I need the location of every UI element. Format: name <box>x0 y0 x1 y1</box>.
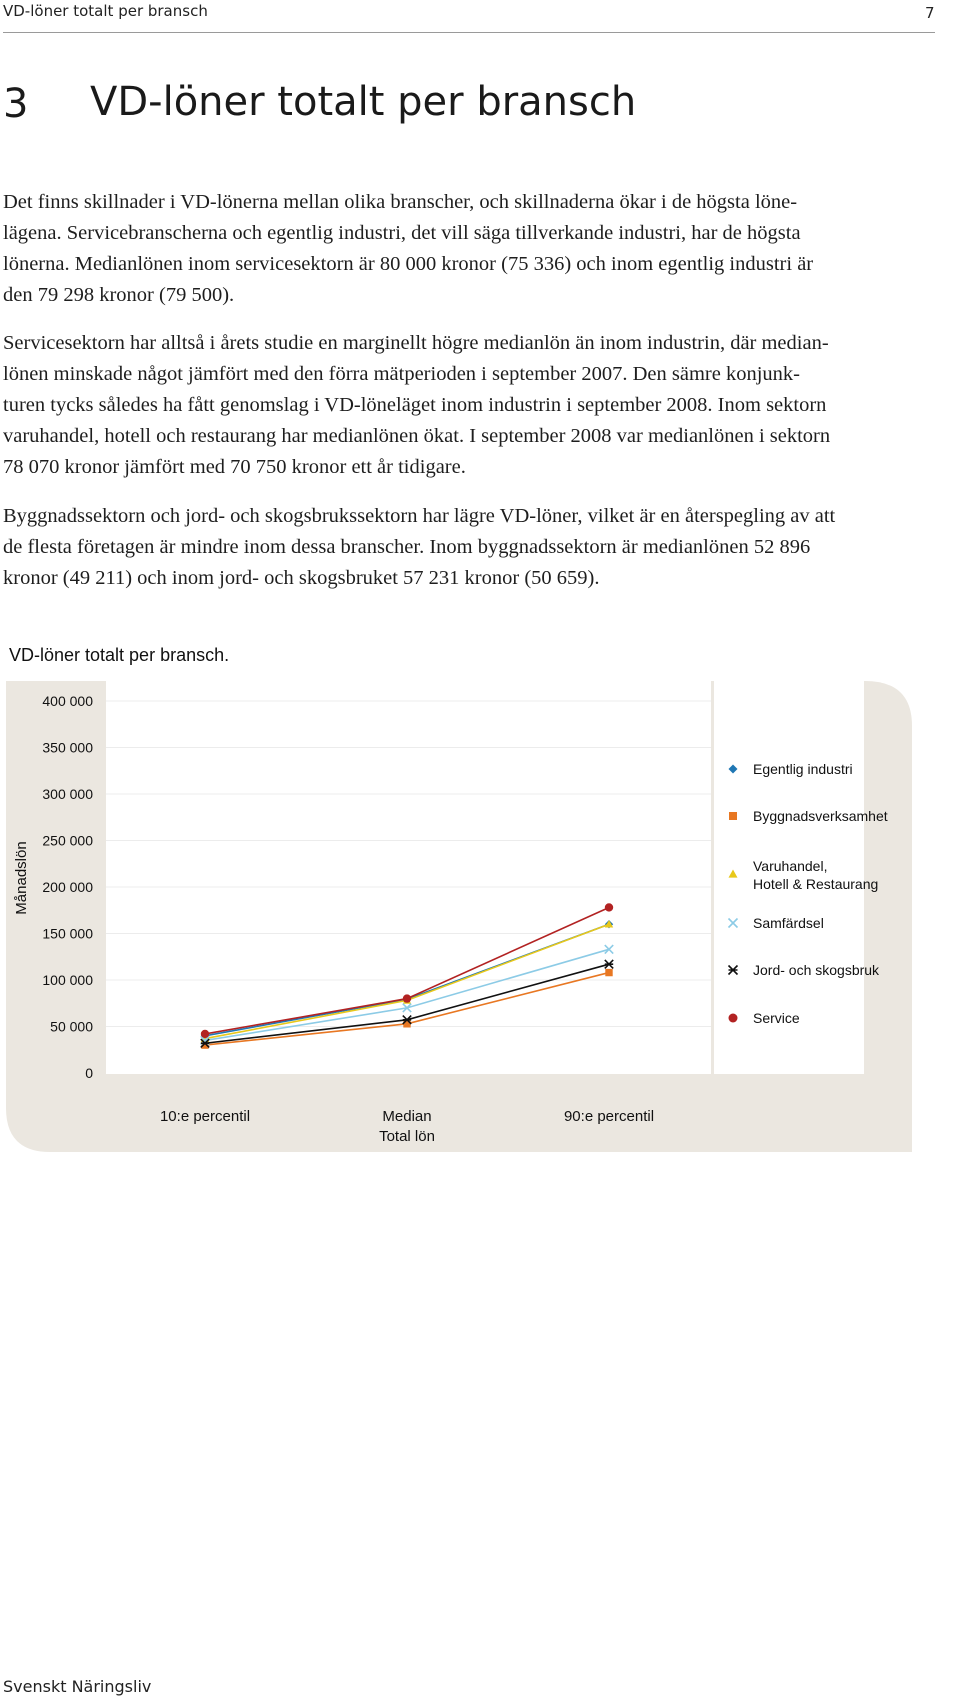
line-chart <box>0 660 960 1170</box>
chart-title: VD-löner totalt per bransch. <box>9 645 230 665</box>
y-tick-label: 250 000 <box>42 832 93 849</box>
paragraph-line: Byggnadssektorn och jord- och skogsbrukssektorn har lägre VD-löner, vilket är en återspegling av att <box>3 505 836 527</box>
y-tick-label: 350 000 <box>42 739 93 756</box>
header-divider <box>3 32 935 33</box>
body-paragraph <box>3 187 960 311</box>
y-tick-label: 50 000 <box>50 1018 93 1035</box>
x-tick-label: 10:e percentil <box>159 1108 251 1125</box>
paragraph-line: Det finns skillnader i VD-lönerna mellan olika branscher, och skillnaderna ökar i de högsta löne- <box>3 191 798 213</box>
paragraph-line: den 79 298 kronor (79 500). <box>3 284 235 306</box>
square-icon <box>729 812 737 820</box>
footer-text: Svenskt Näringsliv <box>3 1677 152 1696</box>
paragraph-line: lönen minskade något jämfört med den förra mätperioden i september 2007. Den sämre konjunk- <box>3 363 800 385</box>
legend-label: Varuhandel, Hotell & Restaurang <box>753 858 879 892</box>
y-tick-label: 200 000 <box>42 879 93 895</box>
circle-icon <box>605 903 613 911</box>
page-number: 7 <box>925 4 935 22</box>
legend-label: Service <box>753 1010 800 1026</box>
legend-label: Jord- och skogsbruk <box>753 962 880 978</box>
running-header: VD-löner totalt per bransch <box>3 2 208 20</box>
square-icon <box>605 969 612 976</box>
y-tick-label: 300 000 <box>42 786 93 802</box>
paragraph-line: kronor (49 211) och inom jord- och skogsbruket 57 231 kronor (50 659). <box>3 567 600 589</box>
section-title: VD-löner totalt per bransch <box>90 79 637 125</box>
y-tick-label: 400 000 <box>42 693 93 709</box>
body-paragraph <box>3 328 960 483</box>
legend-label: Egentlig industri <box>753 761 853 777</box>
paragraph-line: turen tycks således ha fått genomslag i VD-löneläget inom industrin i september 2008. Inom sektorn <box>3 394 827 416</box>
circle-icon <box>729 1014 738 1023</box>
legend-label: Byggnadsverksamhet <box>753 808 888 824</box>
y-tick-label: 150 000 <box>42 925 93 942</box>
x-tick-label: Median <box>382 1108 432 1125</box>
square-icon <box>403 1020 410 1027</box>
y-axis-ticks <box>42 693 93 1081</box>
paragraph-line: varuhandel, hotell och restaurang har medianlönen ökat. I september 2008 var medianlönen i sektorn <box>3 425 831 447</box>
plot-area <box>106 681 711 1074</box>
section-number: 3 <box>3 81 29 127</box>
circle-icon <box>403 994 411 1002</box>
x-tick-label: 90:e percentil <box>563 1108 655 1125</box>
x-axis-ticks <box>160 1108 654 1125</box>
paragraph-line: lönerna. Medianlönen inom servicesektorn är 80 000 kronor (75 336) och inom egentlig industri är <box>3 253 814 275</box>
body-paragraph <box>3 501 960 594</box>
x-axis-label: Total lön <box>379 1128 435 1145</box>
circle-icon <box>201 1030 209 1038</box>
paragraph-line: Servicesektorn har alltså i årets studie en marginellt högre medianlön än inom industrin, där median- <box>3 332 829 354</box>
legend-label: Samfärdsel <box>753 915 824 931</box>
y-tick-label: 0 <box>85 1065 93 1081</box>
y-axis-label: Månadslön <box>13 841 30 915</box>
paragraph-line: lägena. Servicebranscherna och egentlig industri, det vill säga tillverkande industri, har de högsta <box>3 222 801 244</box>
paragraph-line: 78 070 kronor jämfört med 70 750 kronor ett år tidigare. <box>3 456 466 478</box>
paragraph-line: de flesta företagen är mindre inom dessa branscher. Inom byggnadssektorn är medianlönen 52 896 <box>3 536 811 558</box>
y-tick-label: 100 000 <box>42 972 93 988</box>
